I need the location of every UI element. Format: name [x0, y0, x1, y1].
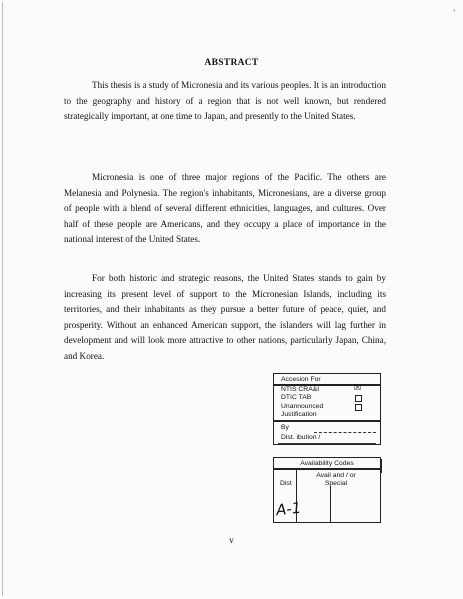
- unannounced-label: Unannounced: [281, 402, 324, 410]
- special-label: Special: [324, 480, 348, 487]
- page-number: v: [229, 535, 234, 545]
- availability-codes: Availability Codes: [273, 457, 381, 469]
- avail-and-or: Avail and / or: [316, 472, 356, 479]
- by-line: [314, 432, 376, 433]
- checkbox-icon: [355, 404, 362, 411]
- ntis-label: NTIS CRA&I: [281, 386, 320, 393]
- checked-box-icon: ☒: [354, 383, 362, 392]
- dtic-label: DTIC TAB: [281, 394, 312, 402]
- distribution-block: [273, 421, 381, 445]
- avail-special-label: [304, 472, 368, 488]
- page-title: ABSTRACT: [204, 58, 259, 68]
- handwritten-code: A-1: [275, 498, 303, 520]
- special-divider: [330, 486, 331, 522]
- checkbox-icon: [355, 395, 362, 402]
- distribution-label: Dist. ibution /: [281, 434, 321, 441]
- paragraph-2: Micronesia is one of three major regions of the Pacific. The others are Melanesia and Polynesia. The region's inhabitants, Micronesians, are a diverse group of people with a blend of several different ethnicities, languages, and cultures. Over half of these people are Americans, and they occupy a place of importance in the national interest of the United States.: [64, 172, 386, 245]
- justification-label: Justification: [281, 411, 317, 419]
- ntis-line: [281, 383, 380, 394]
- accession-checklist: [273, 385, 381, 421]
- distribution-line: [278, 443, 376, 444]
- dist-block: [273, 469, 381, 523]
- justification-line: [281, 411, 380, 419]
- by-label: By: [281, 424, 289, 431]
- accession-form: [273, 373, 381, 523]
- form-edge-tick: [381, 459, 385, 473]
- paragraph-3: For both historic and strategic reasons, the United States stands to gain by increasing its present level of support to the Micronesian Islands, including its territories, and their inhabitants as they pursue a better future of peace, quiet, and prosperity. Without an enhanced American support, the islanders will lag further in development and will look more attractive to other nations, particularly Japan, China, and Korea.: [64, 273, 386, 361]
- accession-header: Accesion For: [273, 373, 381, 385]
- corner-mark: ': [453, 8, 455, 18]
- unannounced-line: [281, 403, 380, 411]
- paragraph-1: This thesis is a study of Micronesia and its various peoples. It is an introduction to the geography and history of a region that is not well known, but rendered strategically important, at one time to Japan, and presently to the United States.: [64, 80, 386, 122]
- dist-label: Dist: [280, 480, 292, 487]
- dtic-line: [281, 394, 380, 402]
